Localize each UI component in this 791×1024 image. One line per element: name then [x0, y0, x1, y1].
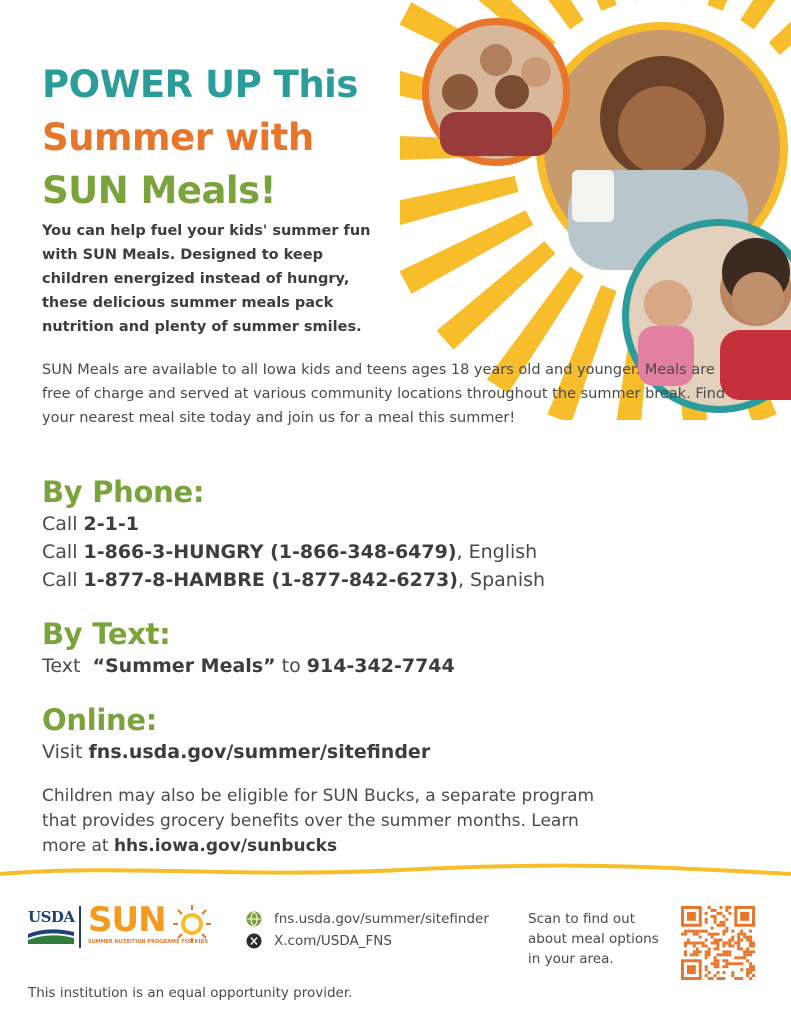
qr-finder-module	[687, 965, 696, 974]
qr-module	[731, 930, 734, 933]
qr-module	[719, 924, 722, 927]
qr-module	[746, 947, 749, 950]
phone-line-english	[42, 538, 537, 566]
qr-module	[708, 947, 711, 950]
qr-module	[699, 950, 702, 953]
online-prefix: Visit	[42, 741, 89, 763]
qr-module	[711, 936, 714, 939]
equal-opportunity-disclaimer: This institution is an equal opportunity provider.	[28, 985, 353, 1001]
qr-module	[722, 921, 725, 924]
qr-module	[725, 965, 728, 968]
sun-ray	[740, 0, 791, 29]
qr-module	[719, 912, 722, 915]
sun-rays-graphic	[400, 0, 791, 420]
phone-line-211	[42, 510, 139, 538]
photo-detail-boy-face	[732, 272, 784, 324]
scan-text: Scan to find out about meal options in your area.	[528, 911, 659, 967]
photo-detail-teen1	[442, 74, 478, 110]
qr-module	[725, 918, 728, 921]
sun-logo-tagline: SUMMER NUTRITION PROGRAMS FOR KIDS	[88, 939, 209, 945]
text-prefix: Text	[42, 655, 93, 677]
qr-module	[705, 944, 708, 947]
qr-module	[749, 962, 752, 965]
qr-module	[722, 924, 725, 927]
qr-module	[717, 971, 720, 974]
qr-module	[708, 953, 711, 956]
qr-module	[717, 953, 720, 956]
qr-module	[684, 930, 687, 933]
qr-module	[722, 944, 725, 947]
qr-module	[728, 950, 731, 953]
qr-module	[746, 950, 749, 953]
qr-module	[711, 977, 714, 980]
sun-ray	[769, 0, 791, 55]
qr-module	[749, 939, 752, 942]
online-instruction	[42, 738, 430, 766]
qr-module	[684, 933, 687, 936]
headline	[42, 58, 358, 217]
text-instruction	[42, 652, 455, 680]
qr-module	[714, 956, 717, 959]
qr-module	[705, 912, 708, 915]
qr-module	[719, 977, 722, 980]
qr-finder-module	[740, 912, 749, 921]
note-text: Children may also be eligible for SUN Bucks, a separate program that provides grocery benefits over the summer months. Learn more at	[42, 786, 595, 856]
qr-module	[699, 930, 702, 933]
phone-line3-suffix: , Spanish	[457, 569, 546, 591]
qr-module	[702, 944, 705, 947]
qr-module	[702, 930, 705, 933]
sun-ray	[400, 176, 519, 230]
qr-module	[749, 930, 752, 933]
qr-module	[699, 942, 702, 945]
qr-module	[717, 944, 720, 947]
qr-module	[711, 942, 714, 945]
footer-x-row	[246, 930, 506, 952]
qr-module	[746, 959, 749, 962]
qr-module	[746, 936, 749, 939]
qr-module	[696, 930, 699, 933]
qr-module	[740, 933, 743, 936]
qr-module	[708, 950, 711, 953]
qr-module	[714, 942, 717, 945]
qr-module	[717, 924, 720, 927]
qr-module	[749, 944, 752, 947]
text-middle: to	[275, 655, 307, 677]
qr-module	[752, 974, 755, 977]
qr-module	[725, 927, 728, 930]
photo-detail-face	[618, 86, 706, 174]
qr-module	[711, 909, 714, 912]
footer-links	[246, 908, 506, 952]
phone-heading: By Phone:	[42, 475, 205, 509]
qr-module	[740, 977, 743, 980]
usda-logo	[28, 908, 74, 946]
qr-module	[737, 933, 740, 936]
qr-module	[722, 965, 725, 968]
photo-detail-teen2	[480, 44, 512, 76]
qr-module	[711, 915, 714, 918]
headline-line1: POWER UP This	[42, 63, 358, 106]
qr-module	[728, 953, 731, 956]
qr-module	[690, 953, 693, 956]
qr-module	[725, 950, 728, 953]
qr-module	[725, 909, 728, 912]
qr-module	[749, 968, 752, 971]
photo-detail-glass	[572, 170, 614, 222]
qr-module	[731, 974, 734, 977]
qr-module	[737, 956, 740, 959]
qr-module	[737, 962, 740, 965]
qr-module	[681, 933, 684, 936]
phone-number-211[interactable]: 2-1-1	[83, 513, 139, 535]
qr-module	[725, 953, 728, 956]
qr-module	[705, 918, 708, 921]
sun-emblem-icon	[172, 904, 212, 944]
qr-module	[722, 915, 725, 918]
qr-module	[711, 927, 714, 930]
qr-module	[693, 933, 696, 936]
qr-module	[752, 942, 755, 945]
body-text: SUN Meals are available to all Iowa kids and teens ages 18 years old and younger. Meals are free of charge and served at various community locations throughout the summer break. Find your nearest meal site today and join us for a meal this summer!	[42, 362, 726, 426]
qr-module	[717, 933, 720, 936]
qr-module	[708, 933, 711, 936]
qr-module	[690, 942, 693, 945]
qr-module	[752, 968, 755, 971]
usda-logo-text: USDA	[28, 908, 75, 926]
photo-detail-teen4	[521, 57, 551, 87]
qr-module	[743, 950, 746, 953]
qr-module	[740, 962, 743, 965]
qr-module	[737, 944, 740, 947]
qr-module	[728, 962, 731, 965]
qr-module	[693, 950, 696, 953]
footer-x-link[interactable]: X.com/USDA_FNS	[274, 933, 392, 949]
qr-module	[734, 977, 737, 980]
qr-module	[708, 971, 711, 974]
logo-divider	[79, 906, 81, 948]
qr-module	[696, 947, 699, 950]
qr-module	[714, 939, 717, 942]
qr-module	[737, 936, 740, 939]
qr-module	[702, 942, 705, 945]
qr-module	[693, 944, 696, 947]
qr-module	[722, 930, 725, 933]
qr-module	[717, 962, 720, 965]
qr-module	[722, 933, 725, 936]
qr-module	[690, 930, 693, 933]
qr-module	[696, 950, 699, 953]
qr-module	[743, 933, 746, 936]
qr-module	[719, 921, 722, 924]
footer-web-row	[246, 908, 506, 930]
qr-module	[746, 968, 749, 971]
phone-number-spanish[interactable]: 1-877-8-HAMBRE (1-877-842-6273)	[83, 569, 458, 591]
qr-module	[725, 959, 728, 962]
qr-module	[731, 971, 734, 974]
photo-detail-girl	[644, 280, 692, 328]
wave-divider	[0, 862, 791, 882]
qr-module	[684, 950, 687, 953]
qr-module	[687, 939, 690, 942]
qr-module	[684, 942, 687, 945]
qr-module	[717, 965, 720, 968]
qr-module	[731, 962, 734, 965]
usda-hills-icon	[28, 926, 74, 946]
phone-line2-prefix: Call	[42, 541, 84, 563]
qr-module	[752, 965, 755, 968]
qr-module	[693, 953, 696, 956]
qr-module	[737, 942, 740, 945]
qr-module	[746, 953, 749, 956]
qr-module	[705, 930, 708, 933]
qr-module	[740, 939, 743, 942]
qr-module	[734, 942, 737, 945]
qr-finder-module	[687, 912, 696, 921]
qr-module	[731, 944, 734, 947]
qr-module	[714, 962, 717, 965]
qr-module	[687, 930, 690, 933]
qr-module	[711, 933, 714, 936]
sitefinder-link[interactable]: fns.usda.gov/summer/sitefinder	[88, 741, 431, 763]
qr-module	[725, 906, 728, 909]
qr-module	[725, 962, 728, 965]
qr-module	[684, 944, 687, 947]
qr-module	[740, 930, 743, 933]
qr-module	[705, 950, 708, 953]
qr-module	[722, 959, 725, 962]
qr-module	[752, 950, 755, 953]
qr-module	[728, 944, 731, 947]
qr-module	[705, 974, 708, 977]
qr-module	[746, 939, 749, 942]
qr-module	[714, 921, 717, 924]
qr-module	[749, 942, 752, 945]
qr-module	[719, 939, 722, 942]
phone-number-english[interactable]: 1-866-3-HUNGRY (1-866-348-6479)	[83, 541, 457, 563]
qr-module	[696, 942, 699, 945]
qr-module	[714, 959, 717, 962]
intro-paragraph: You can help fuel your kids' summer fun with SUN Meals. Designed to keep children energized instead of hungry, these delicious summer meals pack nutrition and plenty of summer smiles.	[42, 223, 371, 335]
qr-module	[749, 953, 752, 956]
qr-module	[731, 939, 734, 942]
qr-module	[728, 906, 731, 909]
qr-module	[693, 930, 696, 933]
qr-module	[749, 965, 752, 968]
qr-module	[752, 944, 755, 947]
sun-logo-text: SUN	[88, 900, 166, 940]
qr-module	[722, 977, 725, 980]
qr-module	[734, 956, 737, 959]
qr-module	[725, 942, 728, 945]
qr-module	[717, 912, 720, 915]
phone-line2-suffix: , English	[456, 541, 538, 563]
qr-module	[749, 971, 752, 974]
sun-bucks-note	[42, 784, 602, 859]
qr-module	[749, 936, 752, 939]
text-heading: By Text:	[42, 617, 171, 651]
footer-web-link[interactable]: fns.usda.gov/summer/sitefinder	[274, 911, 489, 927]
qr-module	[728, 912, 731, 915]
qr-module	[714, 915, 717, 918]
qr-module	[696, 933, 699, 936]
qr-module	[722, 953, 725, 956]
qr-module	[734, 962, 737, 965]
qr-module	[714, 965, 717, 968]
x-logo-icon	[246, 933, 262, 949]
qr-module	[714, 918, 717, 921]
qr-module	[728, 939, 731, 942]
globe-icon	[246, 911, 262, 927]
qr-module	[749, 950, 752, 953]
qr-module	[687, 942, 690, 945]
qr-module	[717, 947, 720, 950]
sunbucks-link[interactable]: hhs.iowa.gov/sunbucks	[113, 836, 338, 856]
qr-module	[705, 968, 708, 971]
headline-line2: Summer with	[42, 116, 314, 159]
qr-module	[693, 942, 696, 945]
phone-line-spanish	[42, 566, 545, 594]
body-paragraph	[42, 358, 732, 430]
sun-logo	[88, 902, 228, 952]
qr-module	[731, 936, 734, 939]
qr-module	[746, 971, 749, 974]
qr-module	[708, 977, 711, 980]
qr-module	[722, 971, 725, 974]
qr-module	[749, 977, 752, 980]
phone-line3-prefix: Call	[42, 569, 84, 591]
qr-module	[743, 953, 746, 956]
qr-module	[717, 959, 720, 962]
qr-module	[717, 939, 720, 942]
text-keyword: “Summer Meals”	[92, 655, 276, 677]
qr-module	[740, 968, 743, 971]
qr-module	[714, 933, 717, 936]
qr-module	[714, 974, 717, 977]
qr-module	[705, 956, 708, 959]
qr-module	[722, 942, 725, 945]
qr-code[interactable]	[681, 906, 755, 980]
qr-module	[737, 947, 740, 950]
qr-module	[714, 947, 717, 950]
qr-module	[746, 974, 749, 977]
qr-module	[722, 950, 725, 953]
qr-module	[719, 906, 722, 909]
headline-line3: SUN Meals!	[42, 169, 277, 212]
photo-detail-clothes	[440, 112, 552, 156]
qr-module	[737, 939, 740, 942]
qr-module	[725, 930, 728, 933]
qr-module	[696, 953, 699, 956]
qr-module	[705, 965, 708, 968]
qr-module	[714, 909, 717, 912]
qr-module	[711, 962, 714, 965]
qr-module	[728, 942, 731, 945]
qr-module	[740, 947, 743, 950]
qr-module	[699, 936, 702, 939]
qr-module	[705, 939, 708, 942]
qr-module	[684, 953, 687, 956]
qr-module	[740, 956, 743, 959]
qr-module	[708, 906, 711, 909]
qr-module	[737, 977, 740, 980]
qr-module	[717, 942, 720, 945]
qr-module	[743, 956, 746, 959]
text-number[interactable]: 914-342-7744	[306, 655, 455, 677]
qr-module	[705, 921, 708, 924]
qr-module	[719, 953, 722, 956]
qr-module	[717, 977, 720, 980]
qr-module	[705, 953, 708, 956]
qr-module	[743, 936, 746, 939]
phone-line1-prefix: Call	[42, 513, 84, 535]
online-heading: Online:	[42, 703, 157, 737]
